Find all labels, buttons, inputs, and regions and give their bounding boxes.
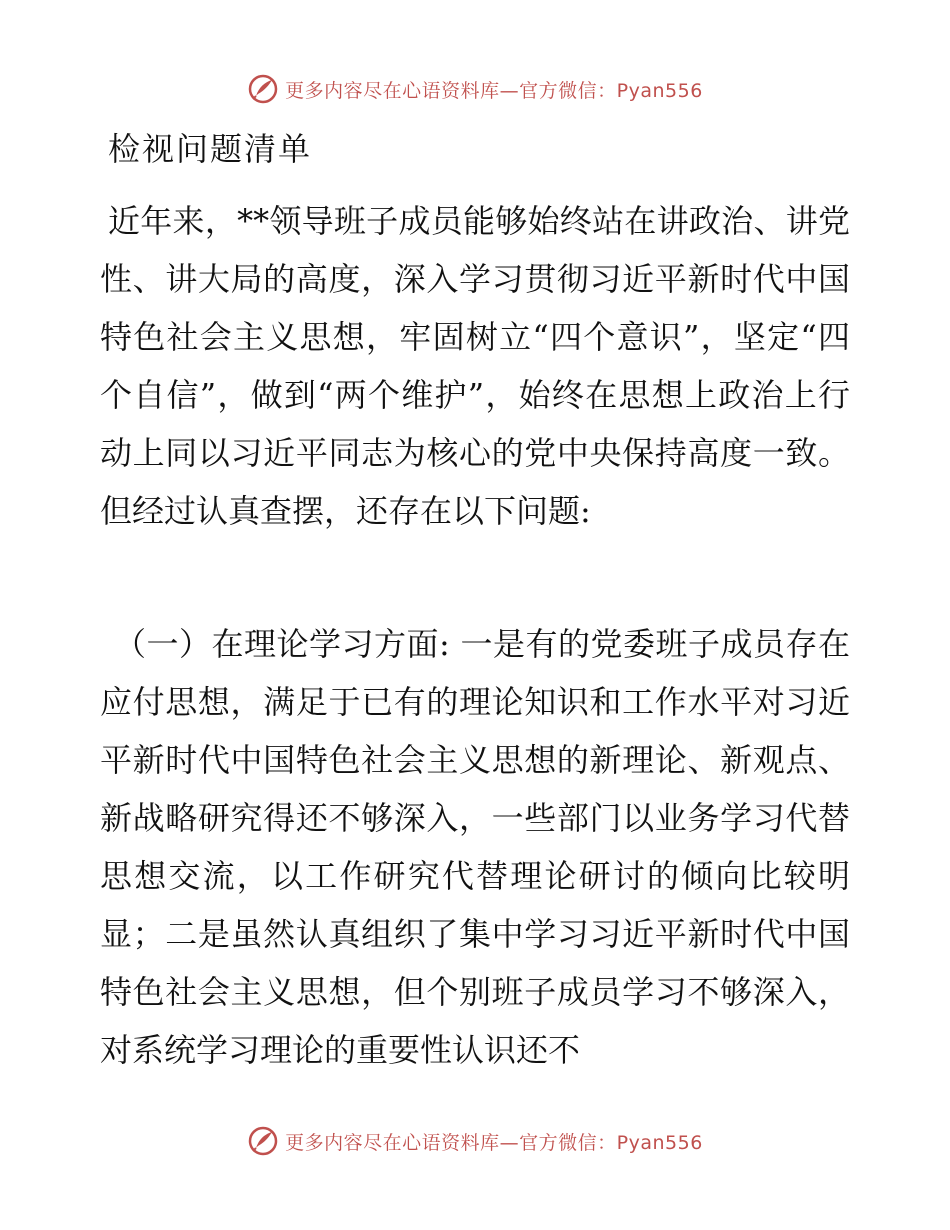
watermark-text: 更多内容尽在心语资料库—官方微信：Pyan556 [285,1131,703,1154]
feather-logo-icon [247,1125,279,1157]
paragraph-theory-study: （一）在理论学习方面: 一是有的党委班子成员存在应付思想，满足于已有的理论知识和工作水平对习近平新时代中国特色社会主义思想的新理论、新观点、新战略研究得还不够深入，一些部门以业务学习代替思想交流，以工作研究代替理论研讨的倾向比较明显；二是虽然认真组织了集中学习习近平新时代中国特色社会主义思想，但个别班子成员学习不够深入，对系统学习理论的重要性认识还不 [100,625,850,1069]
document-title: 检视问题清单 [108,130,313,168]
watermark-text: 更多内容尽在心语资料库—官方微信：Pyan556 [285,79,703,102]
watermark-header [0,73,950,105]
paragraph-intro: 近年来，**领导班子成员能够始终站在讲政治、讲党性、讲大局的高度，深入学习贯彻习近平新时代中国特色社会主义思想，牢固树立“四个意识”，坚定“四个自信”，做到“两个维护”，始终在思想上政治上行动上同以习近平同志为核心的党中央保持高度一致。但经过认真查摆，还存在以下问题: [100,202,850,530]
watermark-footer [0,1125,950,1157]
feather-logo-icon [247,73,279,105]
